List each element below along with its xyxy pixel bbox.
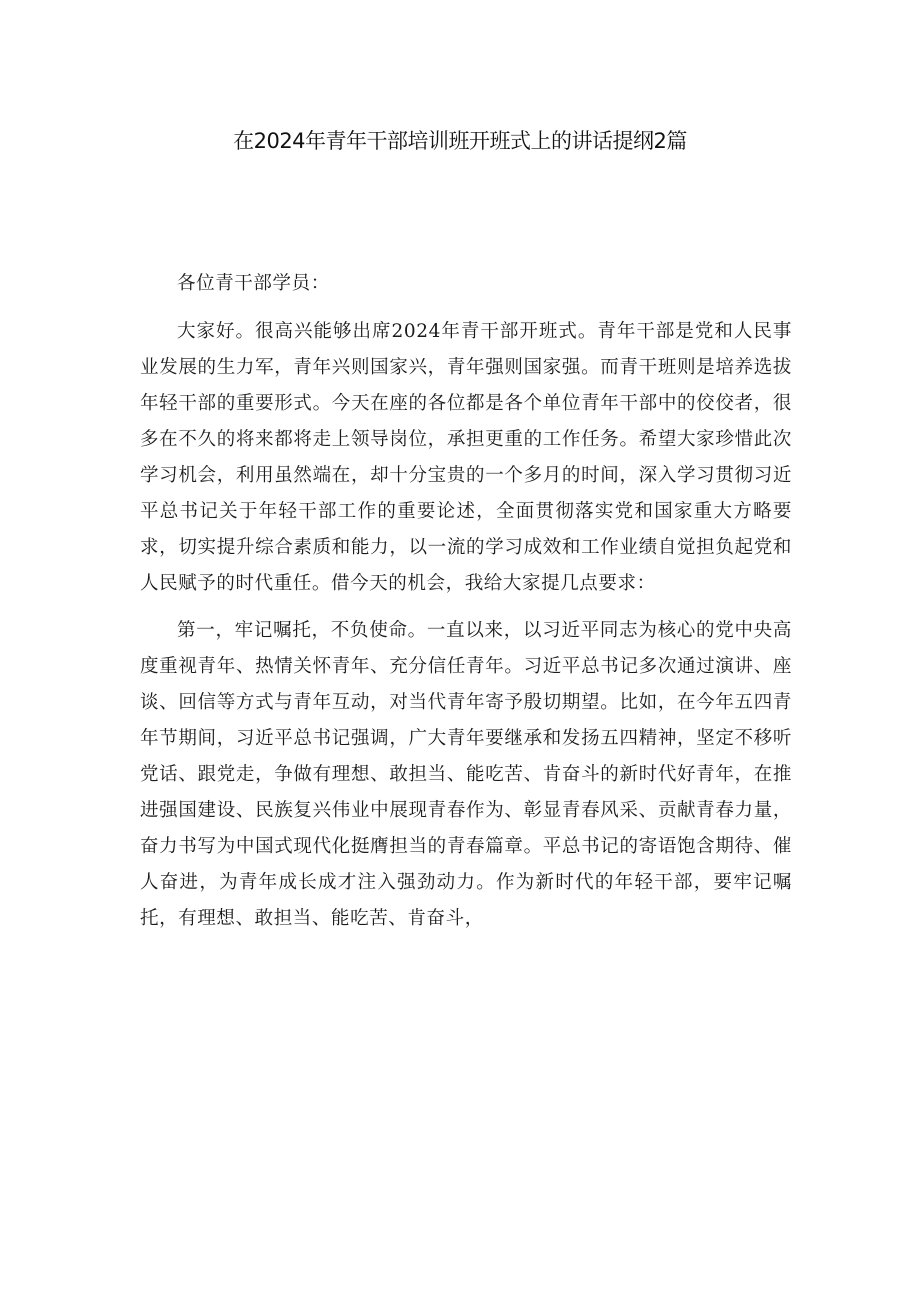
paragraph-first-point: 第一，牢记嘱托，不负使命。一直以来，以习近平同志为核心的党中央高度重视青年、热情关怀青年、充分信任青年。习近平总书记多次通过演讲、座谈、回信等方式与青年互动，对当代青年寄予殷切期望。比如，在今年五四青年节期间，习近平总书记强调，广大青年要继承和发扬五四精神，坚定不移听党话、跟党走，争做有理想、敢担当、能吃苦、肯奋斗的新时代好青年，在推进强国建设、民族复兴伟业中展现青春作为、彰显青春风采、贡献青春力量，奋力书写为中国式现代化挺膺担当的青春篇章。平总书记的寄语饱含期待、催人奋进，为青年成长成才注入强劲动力。作为新时代的年轻干部，要牢记嘱托，有理想、敢担当、能吃苦、肯奋斗， (140, 620, 792, 930)
salutation: 各位青干部学员： (177, 273, 330, 294)
document-title: 在2024年青年干部培训班开班式上的讲话提纲2篇 (233, 129, 687, 153)
document-body (140, 266, 792, 949)
paragraph-greeting: 大家好。很高兴能够出席2024年青干部开班式。青年干部是党和人民事业发展的生力军，青年兴则国家兴，青年强则国家强。而青干班则是培养选拔年轻干部的重要形式。今天在座的各位都是各个单位青年干部中的佼佼者，很多在不久的将来都将走上领导岗位，承担更重的工作任务。希望大家珍惜此次学习机会，利用虽然端在，却十分宝贵的一个多月的时间，深入学习贯彻习近平总书记关于年轻干部工作的重要论述，全面贯彻落实党和国家重大方略要求，切实提升综合素质和能力，以一流的学习成效和工作业绩自觉担负起党和人民赋予的时代重任。借今天的机会，我给大家提几点要求： (140, 320, 792, 594)
